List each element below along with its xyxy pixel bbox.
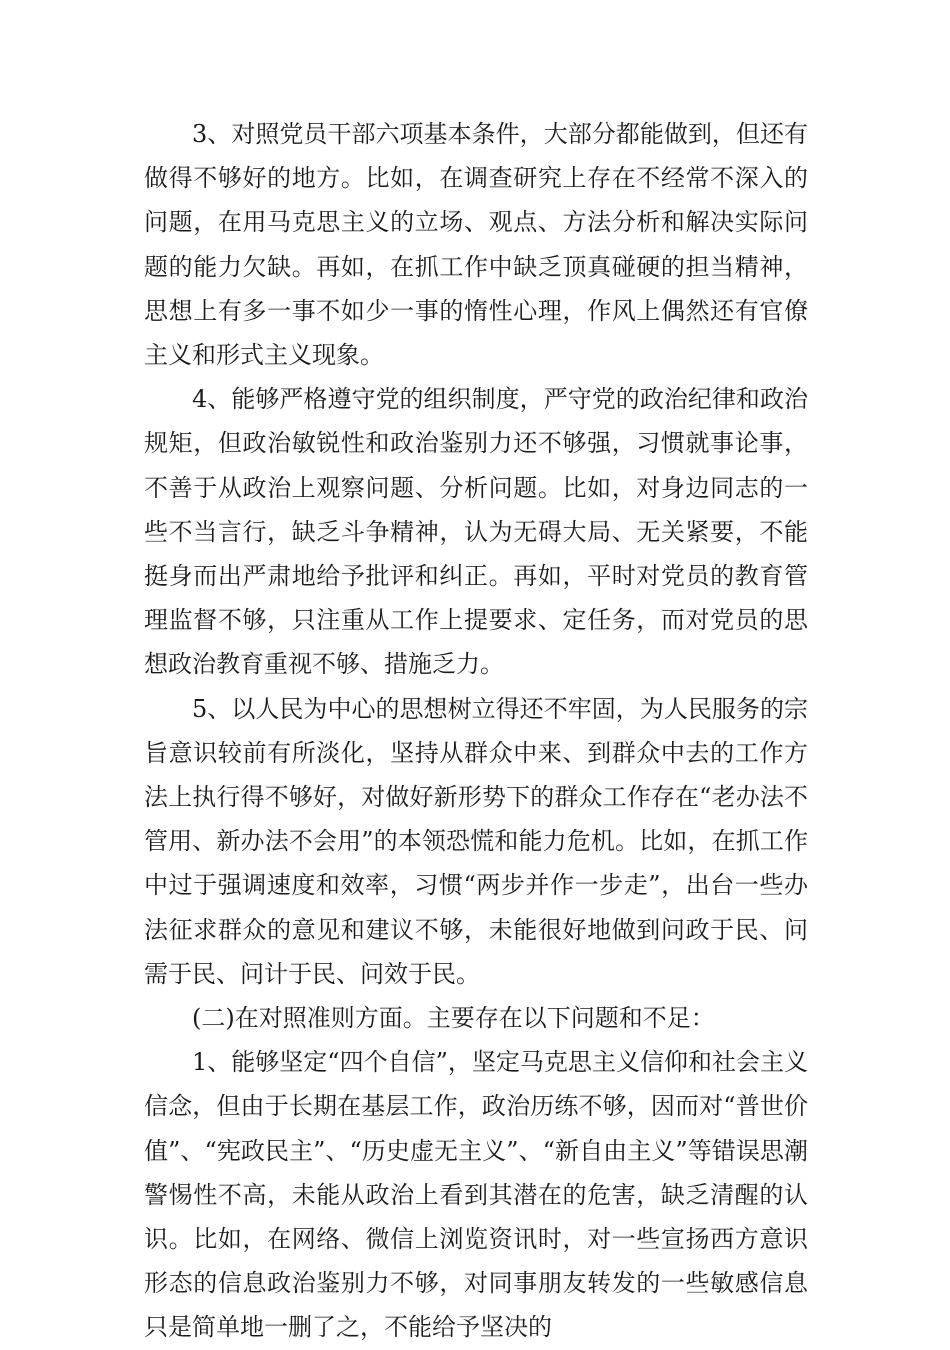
paragraph-item-3: 3、对照党员干部六项基本条件，大部分都能做到，但还有做得不够好的地方。比如，在调查研究上存在不经常不深入的问题，在用马克思主义的立场、观点、方法分析和解决实际问题的能力欠缺。再如，在抓工作中缺乏顶真碰硬的担当精神，思想上有多一事不如少一事的惰性心理，作风上偶然还有官僚主义和形式主义现象。 — [144, 120, 808, 370]
document-body — [144, 112, 808, 1350]
paragraph-item-5: 5、以人民为中心的思想树立得还不牢固，为人民服务的宗旨意识较前有所淡化，坚持从群众中来、到群众中去的工作方法上执行得不够好，对做好新形势下的群众工作存在“老办法不管用、新办法不会用”的本领恐慌和能力危机。比如，在抓工作中过于强调速度和效率，习惯“两步并作一步走”，出台一些办法征求群众的意见和建议不够，未能很好地做到问政于民、问需于民、问计于民、问效于民。 — [144, 694, 808, 988]
paragraph-item-4: 4、能够严格遵守党的组织制度，严守党的政治纪律和政治规矩，但政治敏锐性和政治鉴别力还不够强，习惯就事论事，不善于从政治上观察问题、分析问题。比如，对身边同志的一些不当言行，缺乏斗争精神，认为无碍大局、无关紧要，不能挺身而出严肃地给予批评和纠正。再如，平时对党员的教育管理监督不够，只注重从工作上提要求、定任务，而对党员的思想政治教育重视不够、措施乏力。 — [144, 385, 808, 679]
paragraph-item-1: 1、能够坚定“四个自信”，坚定马克思主义信仰和社会主义信念，但由于长期在基层工作，政治历练不够，因而对“普世价值”、“宪政民主”、“历史虚无主义”、“新自由主义”等错误思潮警惕性不高，未能从政治上看到其潜在的危害，缺乏清醒的认识。比如，在网络、微信上浏览资讯时，对一些宣扬西方意识形态的信息政治鉴别力不够，对同事朋友转发的一些敏感信息只是简单地一删了之，不能给予坚决的 — [144, 1048, 808, 1342]
section-heading-2: (二)在对照准则方面。主要存在以下问题和不足： — [192, 1004, 715, 1033]
